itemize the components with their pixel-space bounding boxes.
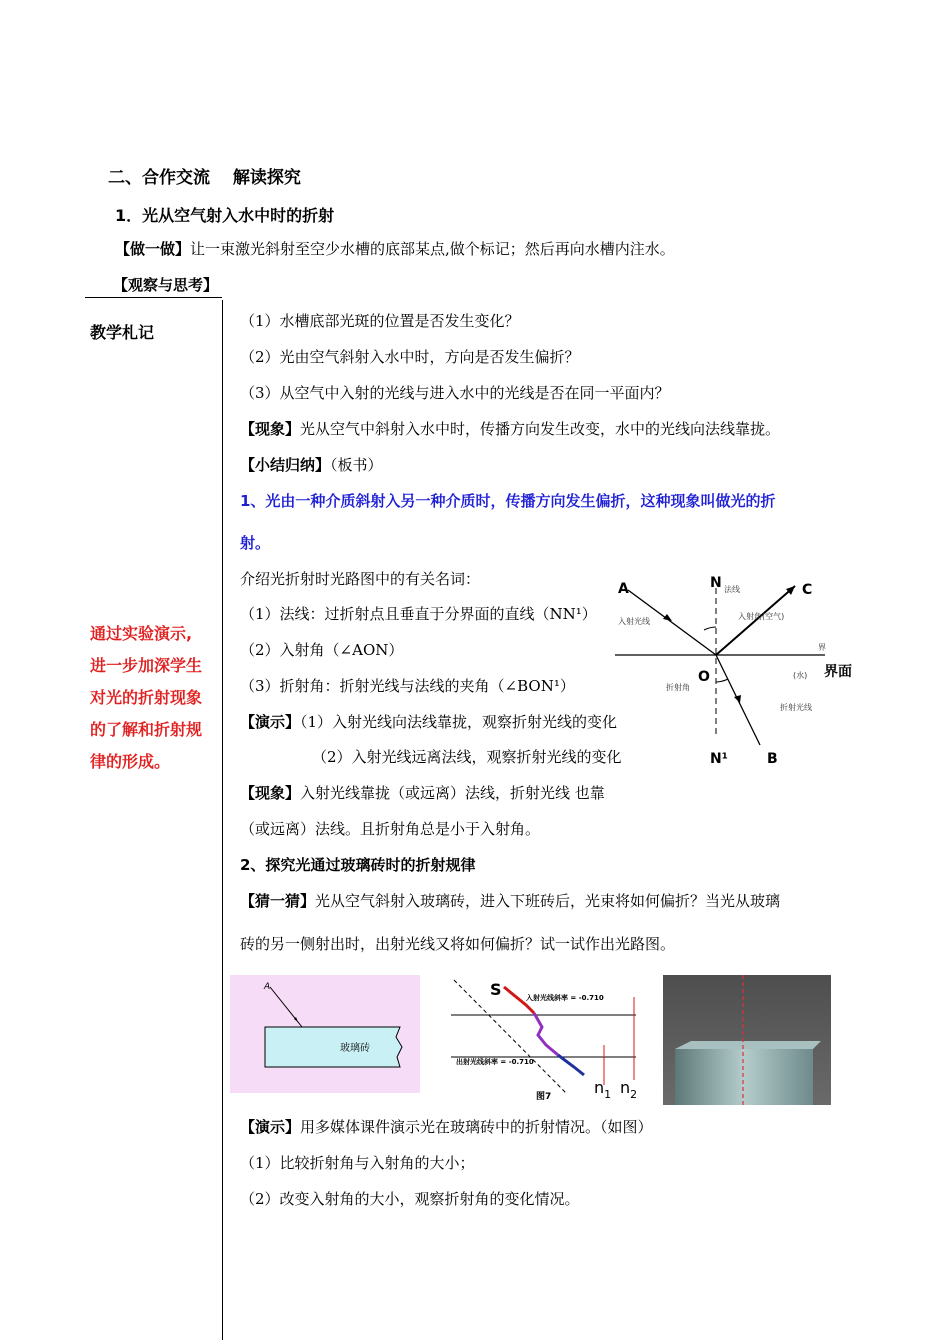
term-3: （3）折射角：折射光线与法线的夹角（∠BON¹） [240,677,575,695]
phenomenon-text: 光从空气中斜射入水中时，传播方向发生改变，水中的光线向法线靠拢。 [300,420,781,438]
zuo-label: 【做一做】 [115,240,191,258]
demo-1-text: （1）入射光线向法线靠拢，观察折射光线的变化 [300,713,618,731]
final-item-1: （1）比较折射角与入射角的大小； [240,1154,475,1172]
figure-1-label-a: A [264,982,271,992]
question-2: （2）光由空气斜射入水中时，方向是否发生偏折？ [240,348,580,366]
label-n1: N¹ [710,751,728,767]
demo-label: 【演示】 [240,713,301,731]
guess-label: 【猜一猜】 [240,892,316,910]
side-note-line: 律的形成。 [90,752,171,771]
figure-2-out-label: 出射光线斜率 = -0.710 [456,1058,534,1066]
term-1: （1）法线：过折射点且垂直于分界面的直线（NN¹） [240,605,597,623]
subsection-2-title: 2、探究光通过玻璃砖时的折射规律 [240,856,476,874]
label-normal-small: 法线 [724,585,740,594]
section-title: 二、合作交流 解读探究 [108,168,301,188]
figure-2-caption: 图7 [536,1092,552,1102]
label-incident-small: 入射光线 [618,617,650,626]
margin-divider [222,300,223,1340]
refracted-arrow [734,695,741,703]
phenomenon-2-line-2: （或远离）法线。且折射角总是小于入射角。 [240,820,541,838]
side-note [90,618,202,778]
phenomenon-2-line-1: 入射光线靠拢（或远离）法线，折射光线 也靠 [300,784,605,802]
margin-top-rule [85,297,222,298]
side-title: 教学札记 [90,323,155,342]
slope-figure [446,975,646,1103]
final-item-2: （2）改变入射角的大小，观察折射角的变化情况。 [240,1190,580,1208]
summary-text: （板书） [330,456,383,474]
subsection-1-title: 1．光从空气射入水中时的折射 [115,206,335,225]
demo-1 [240,711,617,732]
figure-2-n2-letter: n [620,1078,631,1097]
label-angle-small: 入射角(空气) [738,612,785,621]
side-note-line: 进一步加深学生 [90,656,203,675]
question-3: （3）从空气中入射的光线与进入水中的光线是否在同一平面内？ [240,384,670,402]
label-air-small: 界 [818,643,826,652]
refraction-angle-arc [716,679,728,682]
glass-block-3d-figure [663,975,831,1105]
label-b: B [767,751,778,767]
incidence-angle-arc [704,627,716,630]
intro-text: 介绍光折射时光路图中的有关名词： [240,570,481,588]
definition-line-1: 1、光由一种介质斜射入另一种介质时，传播方向发生偏折，这种现象叫做光的折 [240,492,776,510]
phenomenon-label: 【现象】 [240,420,301,438]
label-refract-angle-small: 折射角 [666,683,690,692]
phenomenon-2 [240,782,605,803]
guess-line-2: 砖的另一侧射出时，出射光线又将如何偏折？试一试作出光路图。 [240,935,676,953]
zuo-text: 让一束激光斜射至空少水槽的底部某点,做个标记；然后再向水槽内注水。 [190,240,675,258]
glass-brick [265,1027,402,1067]
label-refract-small: 折射光线 [780,703,812,712]
label-water-small: (水) [793,671,808,680]
label-n: N [710,575,722,591]
demo-3-label: 【演示】 [240,1118,301,1136]
term-2: （2）入射角（∠AON） [240,641,404,659]
observe-label: 【观察与思考】 [113,276,219,294]
label-c: C [802,582,813,598]
side-note-line: 通过实验演示, [90,624,193,643]
incident-arrow [663,614,672,621]
label-interface: 界面 [824,664,852,680]
guess-line-1 [240,890,780,911]
label-a: A [618,581,629,597]
side-note-line: 的了解和折射规 [90,720,203,739]
definition-line-2: 射。 [240,534,271,552]
figure-2-n1-sub: 1 [604,1088,612,1101]
summary [240,454,383,475]
guess-text-1: 光从空气斜射入玻璃砖，进入下班砖后，光束将如何偏折？当光从玻璃 [315,892,781,910]
figure-2-n2-sub: 2 [630,1088,638,1101]
demo-3-text: 用多媒体课件演示光在玻璃砖中的折射情况。（如图） [300,1118,653,1136]
figure-2-label-s: S [490,980,502,999]
glass-brick-figure [230,975,420,1093]
figure-3-block-top [675,1041,821,1049]
label-o: O [698,669,710,685]
figure-2-in-label: 入射光线斜率 = -0.710 [526,994,604,1002]
question-1: （1）水槽底部光斑的位置是否发生变化？ [240,312,520,330]
phenomenon-2-label: 【现象】 [240,784,301,802]
refraction-diagram [610,570,870,775]
summary-label: 【小结归纳】 [240,456,331,474]
phenomenon-1 [240,418,780,439]
figure-1-glass-label: 玻璃砖 [340,1043,370,1054]
side-note-line: 对光的折射现象 [90,688,203,707]
figure-3-block-front [675,1049,813,1105]
figure-2-n1-letter: n [594,1078,605,1097]
demo-2: （2）入射光线远离法线，观察折射光线的变化 [312,748,622,766]
demo-3 [240,1116,653,1137]
zuo-paragraph [115,238,675,259]
